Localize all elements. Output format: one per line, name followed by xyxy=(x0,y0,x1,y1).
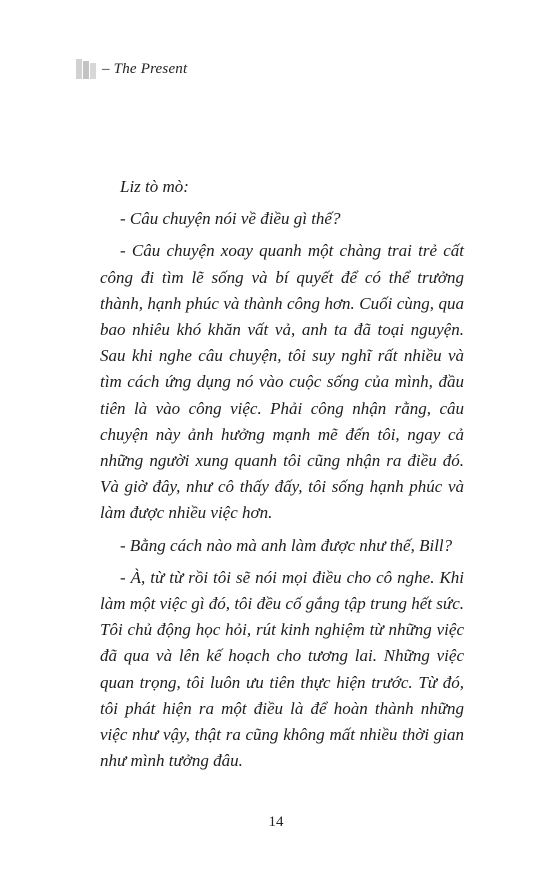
paragraph: Liz tò mò: xyxy=(120,177,189,196)
page-body xyxy=(100,174,464,780)
paragraph: - À, từ từ rồi tôi sẽ nói mọi điều cho cô nghe. Khi làm một việc gì đó, tôi đều cố gắng tập trung hết sức. Tôi chủ động học hỏi, rút kinh nghiệm từ những việc đã qua và lên kế hoạch cho tương lai. Những việc quan trọng, tôi luôn ưu tiên thực hiện trước. Từ đó, tôi phát hiện ra một điều là để hoàn thành những việc như vậy, thật ra cũng không mất nhiều thời gian như mình tưởng đâu. xyxy=(100,567,464,771)
paragraph: - Bằng cách nào mà anh làm được như thế, Bill? xyxy=(120,535,453,555)
running-header xyxy=(76,58,187,80)
page-number: 14 xyxy=(268,814,284,830)
running-header-title: – The Present xyxy=(102,60,188,77)
blurred-square-icon xyxy=(76,59,96,79)
paragraph: - Câu chuyện nói về điều gì thế? xyxy=(120,209,341,229)
paragraph: - Câu chuyện xoay quanh một chàng trai trẻ cất công đi tìm lẽ sống và bí quyết để có thể trưởng thành, hạnh phúc và thành công hơn. Cuối cùng, qua bao nhiêu khó khăn vất vả, anh ta đã toại nguyện. Sau khi nghe câu chuyện, tôi suy nghĩ rất nhiều và tìm cách ứng dụng nó vào cuộc sống của mình, đầu tiên là vào công việc. Phải công nhận rằng, câu chuyện này ảnh hưởng mạnh mẽ đến tôi, ngay cả những người xung quanh tôi cũng nhận ra điều đó. Và giờ đây, như cô thấy đấy, tôi sống hạnh phúc và làm được nhiều việc hơn. xyxy=(100,241,464,523)
